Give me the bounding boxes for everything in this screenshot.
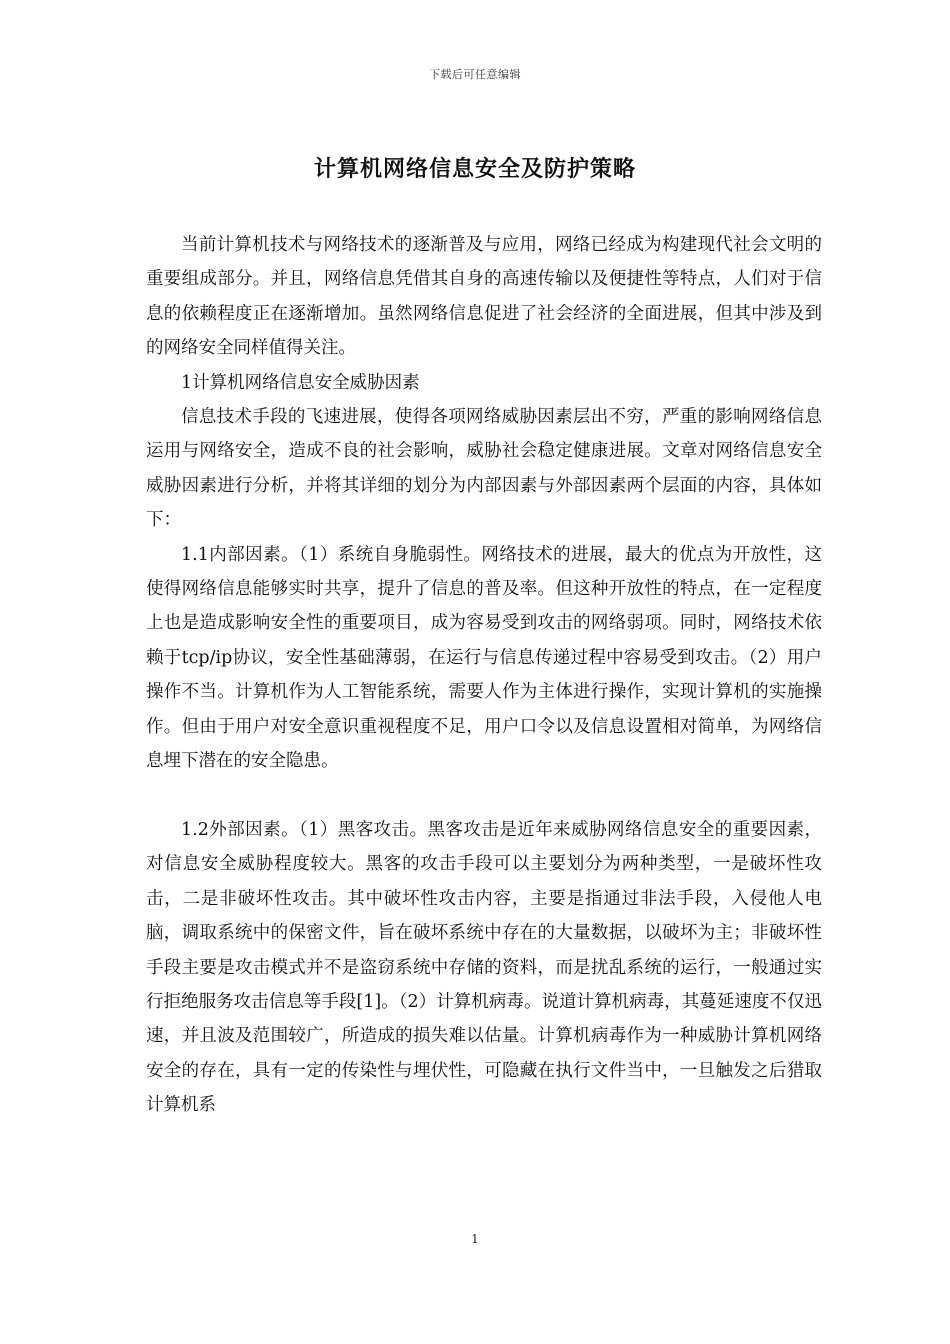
subsection-external-factors: 1.2外部因素。（1）黑客攻击。黑客攻击是近年来威胁网络信息安全的重要因素，对信息安全威胁程度较大。黑客的攻击手段可以主要划分为两种类型，一是破坏性攻击，二是非破坏性攻击。其中破坏性攻击内容，主要是指通过非法手段，入侵他人电脑，调取系统中的保密文件，旨在破坏系统中存在的大量数据，以破坏为主；非破坏性手段主要是攻击模式并不是盗窃系统中存储的资料，而是扰乱系统的运行，一般通过实行拒绝服务攻击信息等手段[1]。（2）计算机病毒。说道计算机病毒，其蔓延速度不仅迅速，并且波及范围较广，所造成的损失难以估量。计算机病毒作为一种威胁计算机网络安全的存在，具有一定的传染性与埋伏性，可隐藏在执行文件当中，一旦触发之后猎取计算机系 (146, 819, 822, 1116)
header-note: 下载后可任意编辑 (429, 68, 521, 81)
intro-paragraph: 当前计算机技术与网络技术的逐渐普及与应用，网络已经成为构建现代社会文明的重要组成部分。并且，网络信息凭借其自身的高速传输以及便捷性等特点，人们对于信息的依赖程度正在逐渐增加。虽然网络信息促进了社会经济的全面进展，但其中涉及到的网络安全同样值得关注。 (146, 235, 822, 359)
page-number: 1 (471, 1232, 479, 1246)
document-body (146, 228, 822, 1123)
document-title: 计算机网络信息安全及防护策略 (313, 156, 636, 182)
section-heading-1: 1计算机网络信息安全威胁因素 (181, 372, 420, 393)
section-paragraph: 信息技术手段的飞速进展，使得各项网络威胁因素层出不穷，严重的影响网络信息运用与网络安全，造成不良的社会影响，威胁社会稳定健康进展。文章对网络信息安全威胁因素进行分析，并将其详细的划分为内部因素与外部因素两个层面的内容，具体如下： (146, 407, 822, 531)
subsection-internal-factors: 1.1内部因素。（1）系统自身脆弱性。网络技术的进展，最大的优点为开放性，这使得网络信息能够实时共享，提升了信息的普及率。但这种开放性的特点，在一定程度上也是造成影响安全性的重要项目，成为容易受到攻击的网络弱项。同时，网络技术依赖于tcp/ip协议，安全性基础薄弱，在运行与信息传递过程中容易受到攻击。（2）用户操作不当。计算机作为人工智能系统，需要人作为主体进行操作，实现计算机的实施操作。但由于用户对安全意识重视程度不足，用户口令以及信息设置相对简单，为网络信息埋下潜在的安全隐患。 (146, 544, 822, 772)
